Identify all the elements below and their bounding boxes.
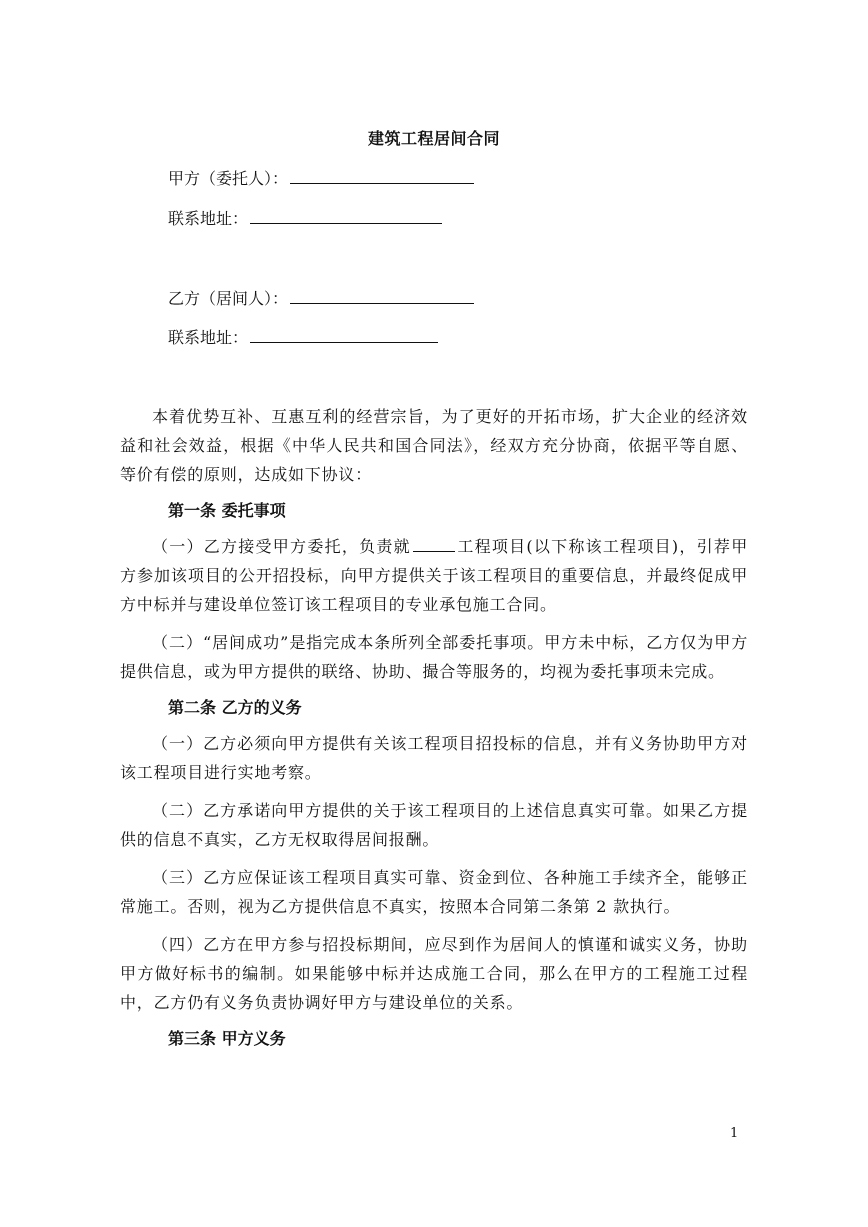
article3-heading: 第三条 甲方义务 (168, 1029, 286, 1048)
article2-clause2: （二）乙方承诺向甲方提供的关于该工程项目的上述信息真实可靠。如果乙方提供的信息不真实，乙方无权取得居间报酬。 (120, 801, 748, 849)
project-name-blank (413, 535, 455, 552)
article2-clause3: （三）乙方应保证该工程项目真实可靠、资金到位、各种施工手续齐全，能够正常施工。否则，视为乙方提供信息不真实，按照本合同第二条第 2 款执行。 (120, 868, 748, 916)
party-a-line (168, 166, 474, 191)
party-b-address-blank (250, 325, 438, 343)
contract-title: 建筑工程居间合同 (367, 129, 500, 148)
article1-clause1-prefix: （一）乙方接受甲方委托，负责就 (152, 537, 411, 556)
party-a-blank (290, 166, 474, 184)
party-b-address-line (168, 325, 438, 350)
article2-clause4: （四）乙方在甲方参与招投标期间，应尽到作为居间人的慎谨和诚实义务，协助甲方做好标书的编制。如果能够中标并达成施工合同，那么在甲方的工程施工过程中，乙方仍有义务负责协调好甲方与建设单位的关系。 (120, 935, 748, 1012)
party-b-blank (290, 286, 474, 304)
party-b-label: 乙方（居间人）： (168, 289, 289, 308)
intro-paragraph: 本着优势互补、互惠互利的经营宗旨，为了更好的开拓市场，扩大企业的经济效益和社会效益，根据《中华人民共和国合同法》，经双方充分协商，依据平等自愿、等价有偿的原则，达成如下协议： (120, 407, 748, 484)
article1-clause2: （二）“居间成功”是指完成本条所列全部委托事项。甲方未中标，乙方仅为甲方提供信息，或为甲方提供的联络、协助、撮合等服务的，均视为委托事项未完成。 (120, 633, 748, 681)
party-a-address-label: 联系地址： (168, 209, 249, 228)
party-a-label: 甲方（委托人）： (168, 169, 289, 188)
page-number: 1 (730, 1126, 739, 1141)
party-b-line (168, 286, 474, 311)
party-a-address-line (168, 206, 442, 231)
article2-heading: 第二条 乙方的义务 (168, 698, 302, 717)
article2-clause1: （一）乙方必须向甲方提供有关该工程项目招投标的信息，并有义务协助甲方对该工程项目进行实地考察。 (120, 734, 748, 782)
contract-body (120, 402, 748, 1051)
party-b-address-label: 联系地址： (168, 328, 249, 347)
article1-heading: 第一条 委托事项 (168, 501, 286, 520)
party-a-address-blank (250, 206, 442, 224)
article1-clause1 (120, 532, 748, 619)
article1-clause1-suffix: 工程项目(以下称该工程项目)，引荐甲方参加该项目的公开招投标，向甲方提供关于该工程项目的重要信息，并最终促成甲方中标并与建设单位签订该工程项目的专业承包施工合同。 (120, 537, 748, 614)
